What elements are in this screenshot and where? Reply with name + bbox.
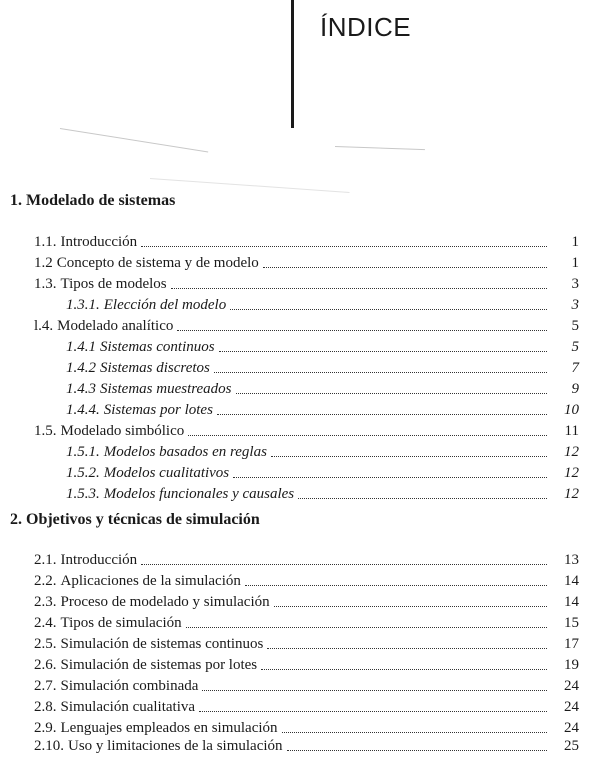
toc-subentry[interactable] [66, 357, 579, 377]
dot-leader [186, 627, 547, 628]
entry-page: 3 [571, 276, 579, 292]
dot-leader [233, 477, 547, 478]
entry-page: 3 [571, 297, 579, 313]
entry-page: 1 [571, 255, 579, 271]
dot-leader [287, 750, 547, 751]
entry-number: 2.7. [34, 678, 57, 694]
toc-subentry[interactable] [66, 399, 579, 419]
dot-leader [199, 711, 547, 712]
entry-number: 1.3. [34, 276, 57, 292]
entry-title: Lenguajes empleados en simulación [60, 720, 278, 736]
section-title: 1. Modelado de sistemas [10, 192, 176, 209]
toc-subentry[interactable] [66, 441, 579, 461]
entry-number: 1.5. [34, 423, 57, 439]
entry-title: Aplicaciones de la simulación [60, 573, 241, 589]
scan-smudge [60, 128, 208, 152]
toc-entry[interactable] [34, 252, 579, 272]
entry-title: Simulación de sistemas por lotes [60, 657, 258, 673]
section-title: 2. Objetivos y técnicas de simulación [10, 511, 260, 528]
toc-entry[interactable] [34, 675, 579, 695]
dot-leader [141, 564, 547, 565]
entry-title: Tipos de modelos [60, 276, 167, 292]
entry-number: 1.4.3 [66, 381, 96, 397]
entry-title: Simulación combinada [60, 678, 199, 694]
entry-page: 1 [571, 234, 579, 250]
entry-title: Modelado analítico [57, 318, 174, 334]
vertical-rule [291, 0, 294, 128]
entry-number: 1.4.1 [66, 339, 96, 355]
entry-number: 2.3. [34, 594, 57, 610]
dot-leader [188, 435, 547, 436]
dot-leader [171, 288, 547, 289]
toc-subentry[interactable] [66, 462, 579, 482]
toc-entry[interactable] [34, 654, 579, 674]
entry-title: Modelos funcionales y causales [103, 486, 295, 502]
dot-leader [274, 606, 547, 607]
entry-page: 9 [571, 381, 579, 397]
entry-number: 1.4.2 [66, 360, 96, 376]
toc-entry[interactable] [34, 717, 579, 737]
entry-number: 1.5.2. [66, 465, 100, 481]
dot-leader [230, 309, 547, 310]
toc-entry[interactable] [34, 549, 579, 569]
toc-entry[interactable] [34, 420, 579, 440]
entry-page: 15 [564, 615, 579, 631]
dot-leader [217, 414, 547, 415]
dot-leader [219, 351, 547, 352]
toc-subentry[interactable] [66, 483, 579, 503]
toc-subentry[interactable] [66, 378, 579, 398]
entry-page: 24 [564, 699, 579, 715]
dot-leader [141, 246, 547, 247]
entry-number: 1.5.3. [66, 486, 100, 502]
dot-leader [261, 669, 547, 670]
entry-page: 7 [571, 360, 579, 376]
entry-number: 1.2 [34, 255, 53, 271]
entry-number: 2.9. [34, 720, 57, 736]
entry-page: 10 [564, 402, 579, 418]
entry-page: 12 [564, 444, 579, 460]
entry-title: Proceso de modelado y simulación [60, 594, 270, 610]
entry-page: 5 [571, 318, 579, 334]
entry-number: 2.10. [34, 738, 64, 754]
toc-entry[interactable] [34, 612, 579, 632]
entry-number: 1.5.1. [66, 444, 100, 460]
toc-subentry[interactable] [66, 294, 579, 314]
toc-entry[interactable] [34, 591, 579, 611]
dot-leader [282, 732, 547, 733]
dot-leader [263, 267, 547, 268]
dot-leader [202, 690, 547, 691]
toc-subentry[interactable] [66, 336, 579, 356]
entry-page: 11 [564, 423, 579, 439]
entry-page: 12 [564, 486, 579, 502]
entry-number: 1.4.4. [66, 402, 100, 418]
dot-leader [267, 648, 547, 649]
entry-number: 2.8. [34, 699, 57, 715]
toc-entry[interactable] [34, 735, 579, 755]
entry-number: 1.3.1. [66, 297, 100, 313]
entry-title: Introducción [60, 552, 138, 568]
page-title: ÍNDICE [320, 12, 412, 42]
entry-title: Uso y limitaciones de la simulación [68, 738, 283, 754]
entry-title: Sistemas por lotes [103, 402, 213, 418]
dot-leader [236, 393, 547, 394]
scan-smudge [150, 178, 350, 193]
entry-title: Elección del modelo [103, 297, 227, 313]
toc-entry[interactable] [34, 231, 579, 251]
dot-leader [214, 372, 547, 373]
entry-page: 19 [564, 657, 579, 673]
entry-title: Sistemas discretos [100, 360, 210, 376]
entry-page: 14 [564, 594, 579, 610]
entry-title: Modelos cualitativos [103, 465, 230, 481]
dot-leader [271, 456, 547, 457]
entry-page: 24 [564, 678, 579, 694]
toc-entry[interactable] [34, 633, 579, 653]
entry-number: 2.6. [34, 657, 57, 673]
entry-title: Simulación cualitativa [60, 699, 196, 715]
entry-page: 5 [571, 339, 579, 355]
entry-page: 13 [564, 552, 579, 568]
entry-title: Introducción [60, 234, 138, 250]
entry-page: 12 [564, 465, 579, 481]
entry-number: 1.1. [34, 234, 57, 250]
entry-title: Concepto de sistema y de modelo [56, 255, 259, 271]
entry-number: 2.2. [34, 573, 57, 589]
toc-entry[interactable] [34, 273, 579, 293]
scan-smudge [335, 146, 425, 150]
dot-leader [245, 585, 547, 586]
dot-leader [298, 498, 547, 499]
toc-entry[interactable] [34, 696, 579, 716]
entry-number: 2.1. [34, 552, 57, 568]
entry-title: Sistemas muestreados [100, 381, 232, 397]
entry-page: 14 [564, 573, 579, 589]
entry-title: Sistemas continuos [100, 339, 215, 355]
entry-title: Modelado simbólico [60, 423, 185, 439]
entry-number: 2.5. [34, 636, 57, 652]
entry-title: Modelos basados en reglas [103, 444, 267, 460]
toc-entry[interactable] [34, 570, 579, 590]
entry-number: 2.4. [34, 615, 57, 631]
entry-title: Simulación de sistemas continuos [60, 636, 264, 652]
entry-page: 17 [564, 636, 579, 652]
entry-number: l.4. [34, 318, 54, 334]
entry-page: 25 [564, 738, 579, 754]
entry-title: Tipos de simulación [60, 615, 182, 631]
dot-leader [177, 330, 547, 331]
toc-entry[interactable] [34, 315, 579, 335]
entry-page: 24 [564, 720, 579, 736]
